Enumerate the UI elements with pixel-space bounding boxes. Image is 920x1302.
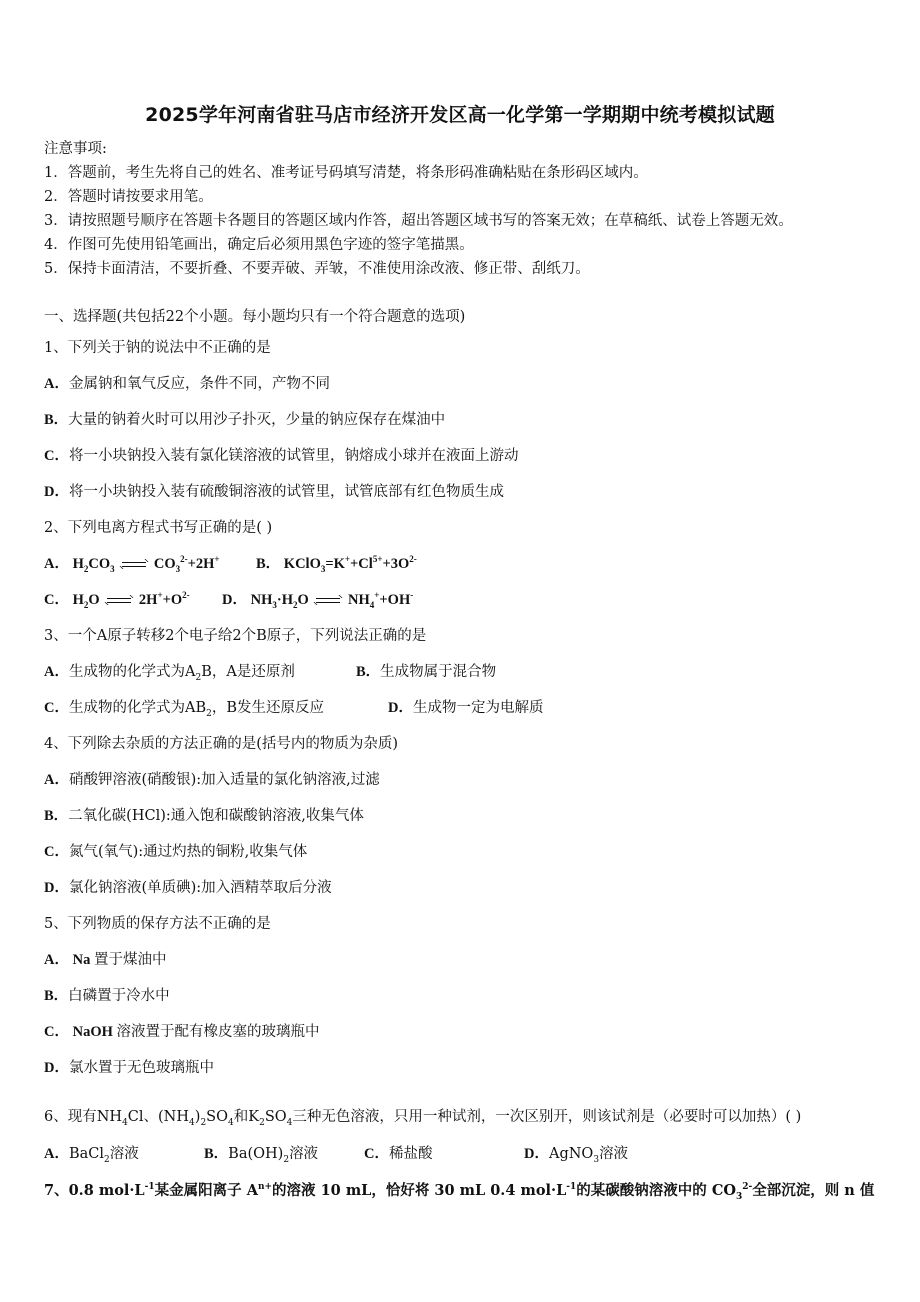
q5-option-b: B．白磷置于冷水中 <box>44 988 170 1004</box>
reversible-arrow-icon <box>106 596 132 606</box>
q3-option-a: A．生成物的化学式为$A_2B$，A是还原剂 <box>44 664 295 683</box>
section-heading: 一、选择题(共包括22个小题。每小题均只有一个符合题意的选项) <box>44 309 466 325</box>
q1-option-c: C．将一小块钠投入装有氯化镁溶液的试管里，钠熔成小球并在液面上游动 <box>44 448 519 464</box>
q4-stem: 4、下列除去杂质的方法正确的是(括号内的物质为杂质) <box>44 736 399 752</box>
q6-option-d: D．AgNO$_3$溶液 <box>524 1146 629 1165</box>
q5-stem: 5、下列物质的保存方法不正确的是 <box>44 916 271 932</box>
page-title: 2025学年河南省驻马店市经济开发区高一化学第一学期期中统考模拟试题 <box>145 104 775 126</box>
q6-option-b: B．$Ba(OH)_2$溶液 <box>204 1146 319 1165</box>
q2-option-d: D． $NH_3\cdot H_2O$ $NH_4^++OH^-$ <box>222 590 414 610</box>
q4-option-a: A．硝酸钾溶液(硝酸银):加入适量的氯化钠溶液,过滤 <box>44 772 380 788</box>
notice-item-2: 2．答题时请按要求用笔。 <box>44 189 213 205</box>
notice-item-5: 5．保持卡面清洁，不要折叠、不要弄破、弄皱，不准使用涂改液、修正带、刮纸刀。 <box>44 261 590 277</box>
q1-option-b: B．大量的钠着火时可以用沙子扑灭，少量的钠应保存在煤油中 <box>44 412 446 428</box>
q1-option-d: D．将一小块钠投入装有硫酸铜溶液的试管里，试管底部有红色物质生成 <box>44 484 504 500</box>
q2-option-a: A． $H_2CO_3$ $CO_3^{2-}+2H^+$ <box>44 554 220 574</box>
reversible-arrow-icon <box>315 596 341 606</box>
q3-option-c: C．生成物的化学式为$AB_2$，B发生还原反应 <box>44 700 325 719</box>
q3-stem: 3、一个A原子转移2个电子给2个B原子，下列说法正确的是 <box>44 628 427 644</box>
q4-option-d: D．氯化钠溶液(单质碘):加入酒精萃取后分液 <box>44 880 332 896</box>
q6-option-c: C．稀盐酸 <box>364 1146 433 1162</box>
q5-option-a: A． Na 置于煤油中 <box>44 952 167 968</box>
q7-stem: 7、0.8 $mol\cdot L^{-1}$某金属阳离子 $A^{n+}$的溶液 10 mL，恰好将 30 mL 0.4 $mol\cdot L^{-1}$的某碳酸钠溶液中的 $CO_3^{2-}$全部沉淀，则 n 值 <box>44 1182 875 1202</box>
q2-option-b: B． $KClO_3=K^++Cl^{5+}+3O^{2-}$ <box>256 554 417 574</box>
notice-heading: 注意事项: <box>44 141 107 157</box>
q4-option-b: B．二氧化碳(HCl):通入饱和碳酸钠溶液,收集气体 <box>44 808 364 824</box>
q1-option-a: A．金属钠和氧气反应，条件不同，产物不同 <box>44 376 330 392</box>
q1-stem: 1、下列关于钠的说法中不正确的是 <box>44 340 271 356</box>
notice-item-3: 3．请按照题号顺序在答题卡各题目的答题区域内作答，超出答题区域书写的答案无效；在草稿纸、试卷上答题无效。 <box>44 213 793 229</box>
q4-option-c: C．氮气(氧气):通过灼热的铜粉,收集气体 <box>44 844 308 860</box>
q2-stem: 2、下列电离方程式书写正确的是( ) <box>44 520 273 536</box>
q5-option-c: C． NaOH 溶液置于配有橡皮塞的玻璃瓶中 <box>44 1024 320 1040</box>
notice-item-1: 1．答题前，考生先将自己的姓名、准考证号码填写清楚，将条形码准确粘贴在条形码区域内。 <box>44 165 648 181</box>
q6-stem: 6、现有$NH_4Cl$、$(NH_4)_2SO_4$和$K_2SO_4$三种无色溶液，只用一种试剂，一次区别开，则该试剂是（必要时可以加热）( ) <box>44 1109 802 1128</box>
reversible-arrow-icon <box>121 560 147 570</box>
q2-option-c: C． $H_2O$ $2H^++O^{2-}$ <box>44 590 190 610</box>
q3-option-d: D．生成物一定为电解质 <box>388 700 544 716</box>
notice-item-4: 4．作图可先使用铅笔画出，确定后必须用黑色字迹的签字笔描黑。 <box>44 237 474 253</box>
q3-option-b: B．生成物属于混合物 <box>356 664 497 680</box>
q5-option-d: D．氯水置于无色玻璃瓶中 <box>44 1060 214 1076</box>
q6-option-a: A．BaCl$_2$溶液 <box>44 1146 139 1165</box>
